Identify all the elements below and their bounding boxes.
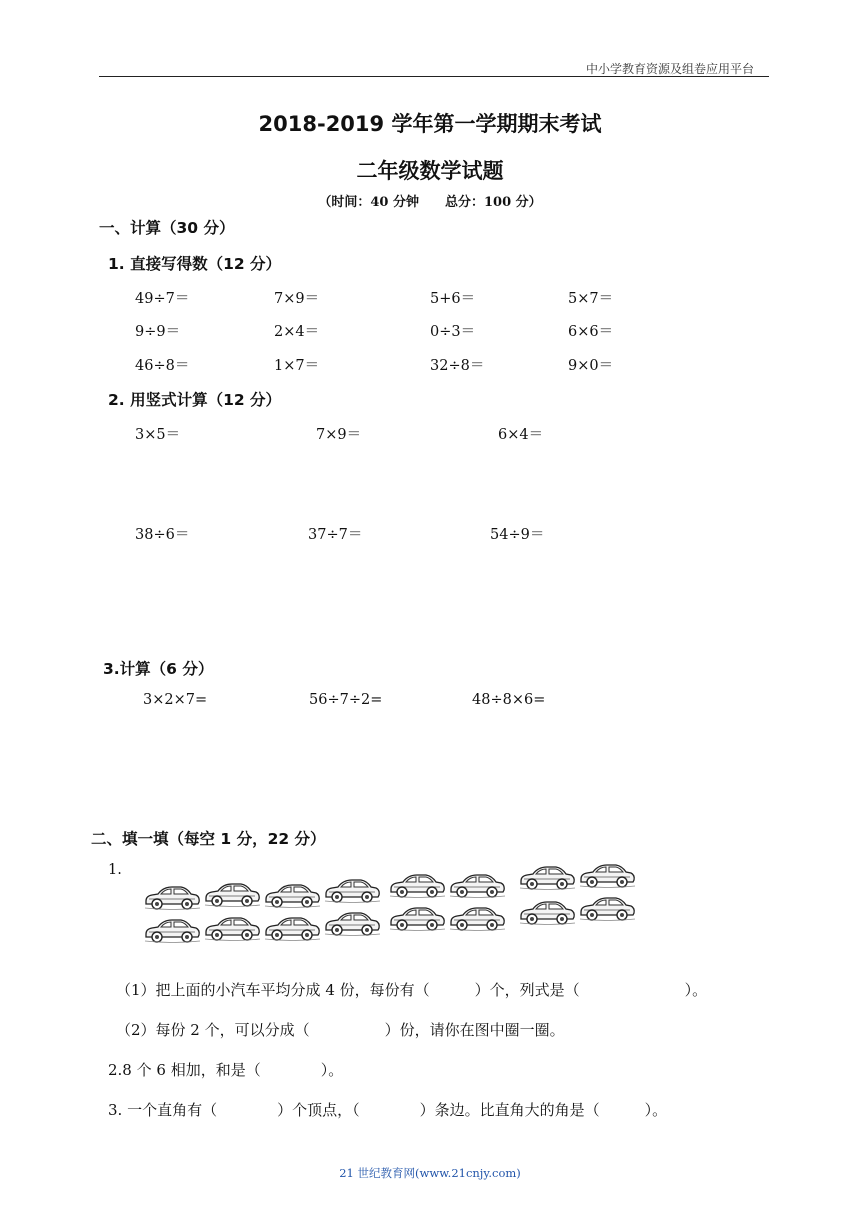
fill-q1-label: 1. [108, 862, 122, 878]
car-icon [448, 903, 506, 933]
mixed-calc-item: 56÷7÷2= [309, 692, 383, 708]
q2-heading: 2. 用竖式计算（12 分） [108, 391, 282, 409]
oral-calc-item: 0÷3＝ [430, 324, 476, 340]
vertical-calc-item: 7×9＝ [316, 427, 362, 443]
car-icon [263, 913, 321, 943]
section1-heading: 一、计算（30 分） [99, 219, 235, 237]
car-icon [323, 908, 381, 938]
vertical-calc-item: 3×5＝ [135, 427, 181, 443]
oral-calc-item: 9÷9＝ [135, 324, 181, 340]
mixed-calc-item: 48÷8×6= [472, 692, 546, 708]
car-icon [323, 875, 381, 905]
exam-title: 2018-2019 学年第一学期期末考试 [258, 112, 602, 136]
car-icon [143, 915, 201, 945]
car-icon [448, 870, 506, 900]
fill-q2: 2.8 个 6 相加，和是（ ）。 [108, 1061, 344, 1079]
mixed-calc-item: 3×2×7= [143, 692, 208, 708]
vertical-calc-item: 54÷9＝ [490, 527, 545, 543]
oral-calc-item: 5+6＝ [430, 291, 476, 307]
car-icon [518, 897, 576, 927]
oral-calc-item: 5×7＝ [568, 291, 614, 307]
car-icon [518, 862, 576, 892]
footer-source: 21 世纪教育网(www.21cnjy.com) [339, 1166, 521, 1180]
oral-calc-item: 46÷8＝ [135, 358, 190, 374]
fill-q1-sub1: （1）把上面的小汽车平均分成 4 份，每份有（ ）个，列式是（ ）。 [116, 981, 708, 999]
car-icon [578, 860, 636, 890]
fill-q3: 3. 一个直角有（ ）个顶点，（ ）条边。比直角大的角是（ ）。 [108, 1101, 668, 1119]
car-icon [203, 879, 261, 909]
exam-subtitle: 二年级数学试题 [356, 159, 504, 183]
oral-calc-item: 6×6＝ [568, 324, 614, 340]
car-icon [388, 903, 446, 933]
oral-calc-item: 7×9＝ [274, 291, 320, 307]
car-icon [263, 880, 321, 910]
car-icon [578, 893, 636, 923]
oral-calc-item: 9×0＝ [568, 358, 614, 374]
section2-heading: 二、填一填（每空 1 分，22 分） [91, 830, 326, 848]
platform-header: 中小学教育资源及组卷应用平台 [585, 62, 754, 76]
car-icon [143, 882, 201, 912]
oral-calc-item: 32÷8＝ [430, 358, 485, 374]
oral-calc-item: 49÷7＝ [135, 291, 190, 307]
q3-heading: 3.计算（6 分） [103, 660, 214, 678]
oral-calc-item: 1×7＝ [274, 358, 320, 374]
exam-info: （时间：40 分钟 总分：100 分） [318, 195, 542, 210]
vertical-calc-item: 37÷7＝ [308, 527, 363, 543]
q1-heading: 1. 直接写得数（12 分） [108, 255, 282, 273]
fill-q1-sub2: （2）每份 2 个，可以分成（ ）份，请你在图中圈一圈。 [116, 1021, 565, 1039]
car-icon [203, 913, 261, 943]
vertical-calc-item: 6×4＝ [498, 427, 544, 443]
vertical-calc-item: 38÷6＝ [135, 527, 190, 543]
car-icon [388, 870, 446, 900]
header-divider [99, 76, 769, 77]
oral-calc-item: 2×4＝ [274, 324, 320, 340]
